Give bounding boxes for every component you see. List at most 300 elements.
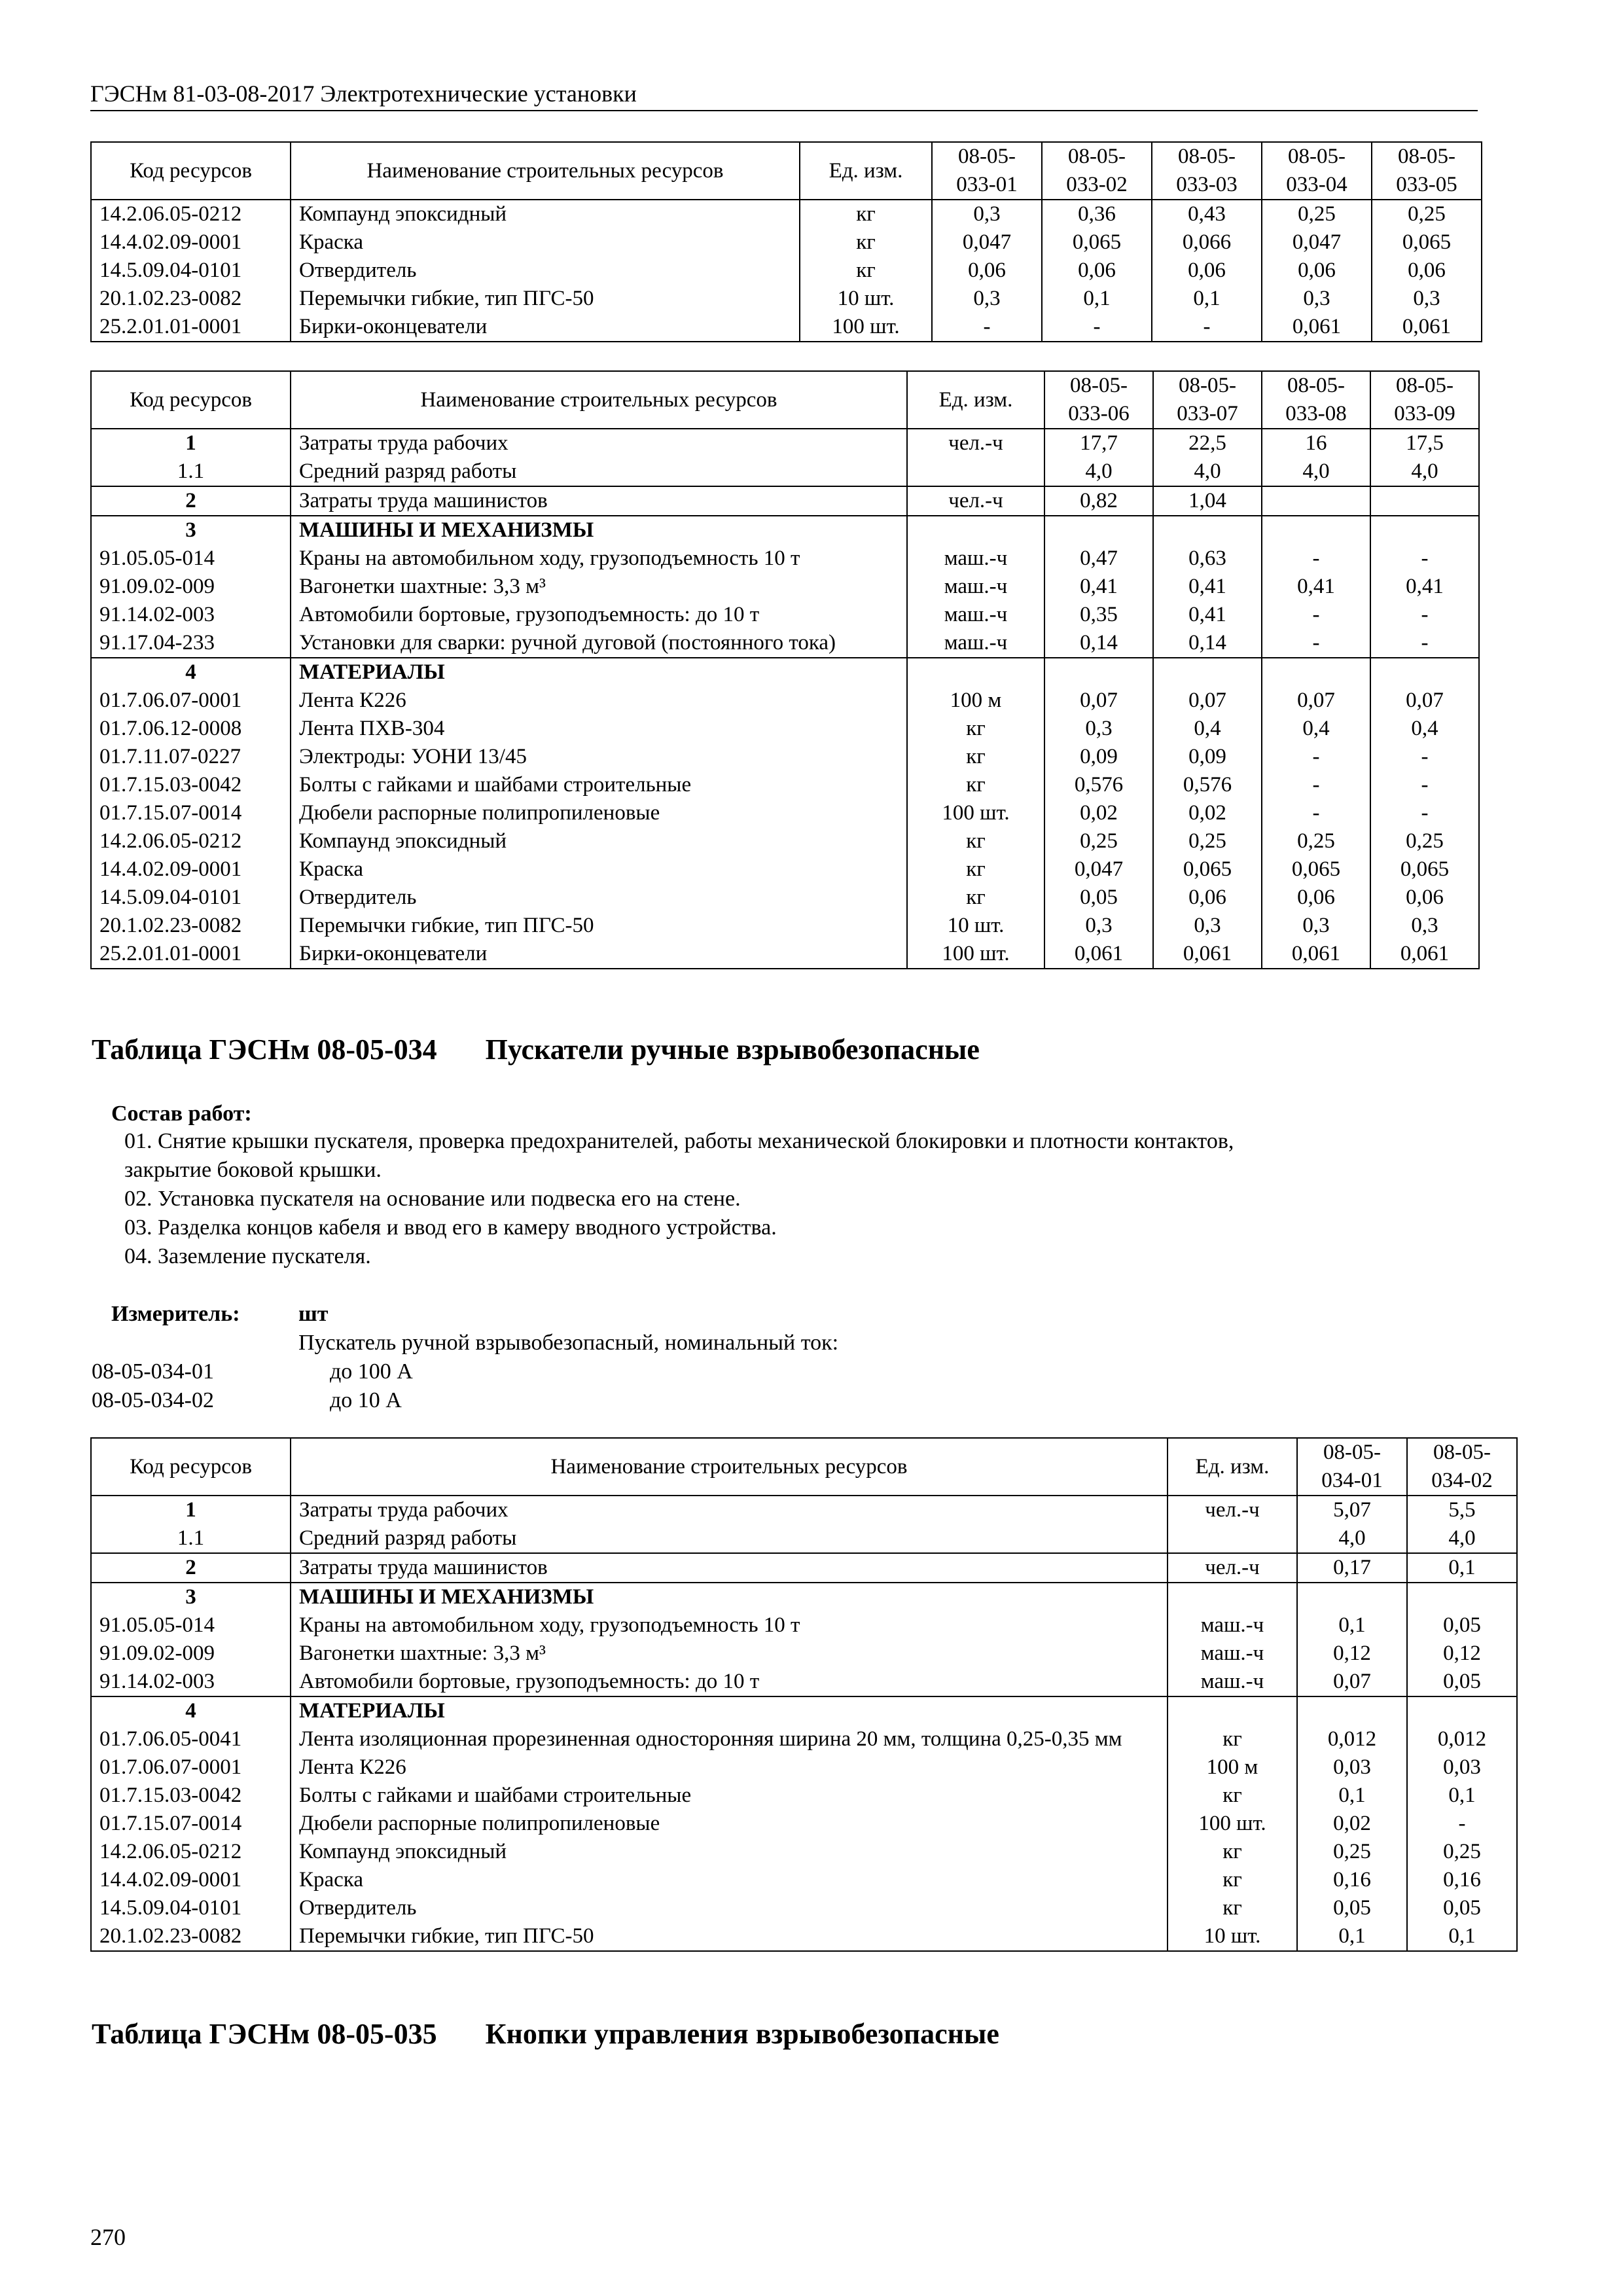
resource-name: Лента изоляционная прорезиненная односторонняя ширина 20 мм, толщина 0,25-0,35 мм bbox=[291, 1725, 1168, 1753]
resource-value: 0,06 bbox=[932, 257, 1042, 285]
table-row bbox=[91, 200, 1482, 228]
resource-value: 0,1 bbox=[1407, 1922, 1517, 1951]
resource-value: 0,4 bbox=[1370, 715, 1479, 743]
resource-name: Затраты труда машинистов bbox=[291, 486, 907, 516]
resource-code: 91.05.05-014 bbox=[91, 545, 291, 573]
resource-code: 01.7.15.07-0014 bbox=[91, 799, 291, 827]
header-unit: Ед. изм. bbox=[800, 142, 932, 200]
resource-value: 4,0 bbox=[1407, 1524, 1517, 1553]
resource-value: 0,12 bbox=[1407, 1640, 1517, 1668]
table-row bbox=[91, 285, 1482, 313]
header-norm-code-line: 08-05- bbox=[1398, 145, 1455, 168]
header-norm-code-line: 033-05 bbox=[1396, 173, 1457, 196]
resource-value: - bbox=[1370, 771, 1479, 799]
resource-code: 14.2.06.05-0212 bbox=[91, 827, 291, 855]
table-name: Пускатели ручные взрывобезопасные bbox=[485, 1033, 980, 1066]
header-norm-code-line: 033-04 bbox=[1286, 173, 1347, 196]
resource-name: МАТЕРИАЛЫ bbox=[291, 658, 907, 687]
resource-value: 0,05 bbox=[1297, 1894, 1407, 1922]
resource-unit: маш.-ч bbox=[907, 629, 1044, 658]
header-row bbox=[91, 142, 1482, 200]
resource-value: 0,06 bbox=[1372, 257, 1482, 285]
resource-unit: 100 шт. bbox=[907, 799, 1044, 827]
header-norm-code-line: 033-08 bbox=[1285, 402, 1347, 425]
meter-unit: шт bbox=[298, 1302, 329, 1326]
resource-name: Компаунд эпоксидный bbox=[291, 1838, 1168, 1866]
resource-value bbox=[1153, 658, 1262, 687]
table-row bbox=[91, 257, 1482, 285]
resource-value: 0,05 bbox=[1407, 1894, 1517, 1922]
table-title-035 bbox=[92, 2017, 999, 2051]
resource-unit: кг bbox=[1168, 1894, 1297, 1922]
resource-code: 14.5.09.04-0101 bbox=[91, 884, 291, 912]
resource-code: 01.7.15.03-0042 bbox=[91, 1782, 291, 1810]
page-number: 270 bbox=[90, 2224, 126, 2250]
resource-value: 0,061 bbox=[1153, 940, 1262, 969]
table-row bbox=[91, 1524, 1517, 1553]
resource-value: 0,047 bbox=[1262, 228, 1372, 257]
resource-value: 0,1 bbox=[1407, 1553, 1517, 1583]
header-name: Наименование строительных ресурсов bbox=[291, 142, 800, 200]
header-norm-code-line: 034-01 bbox=[1321, 1469, 1383, 1492]
work-item: 02. Установка пускателя на основание или подвеска его на стене. bbox=[124, 1187, 741, 1211]
resource-value bbox=[1297, 1583, 1407, 1611]
resource-value: 0,17 bbox=[1297, 1553, 1407, 1583]
resource-value: 0,09 bbox=[1153, 743, 1262, 771]
resource-value: 0,06 bbox=[1370, 884, 1479, 912]
resource-value: 0,02 bbox=[1297, 1810, 1407, 1838]
resource-value: 5,5 bbox=[1407, 1496, 1517, 1524]
resource-name: Краска bbox=[291, 228, 800, 257]
work-item: 01. Снятие крышки пускателя, проверка предохранителей, работы механической блокировки и плотности контактов, bbox=[124, 1129, 1234, 1153]
resource-value: 0,41 bbox=[1153, 601, 1262, 629]
resource-value: 0,065 bbox=[1262, 855, 1370, 884]
item-text: до 100 А bbox=[330, 1359, 413, 1384]
resource-code: 01.7.06.12-0008 bbox=[91, 715, 291, 743]
table-row bbox=[91, 457, 1479, 486]
header-norm-code-line: 033-03 bbox=[1176, 173, 1238, 196]
resource-value: - bbox=[1262, 799, 1370, 827]
header-norm-code bbox=[1153, 371, 1262, 429]
resource-unit: 100 м bbox=[907, 687, 1044, 715]
resource-value: 4,0 bbox=[1370, 457, 1479, 486]
resource-value: 1,04 bbox=[1153, 486, 1262, 516]
resource-value: 17,5 bbox=[1370, 429, 1479, 457]
resource-table-034 bbox=[90, 1437, 1518, 1952]
resource-value: 0,06 bbox=[1262, 884, 1370, 912]
table-row bbox=[91, 629, 1479, 658]
resource-value: 0,4 bbox=[1262, 715, 1370, 743]
resource-unit: чел.-ч bbox=[1168, 1496, 1297, 1524]
resource-code: 01.7.06.05-0041 bbox=[91, 1725, 291, 1753]
resource-value: 0,02 bbox=[1153, 799, 1262, 827]
resource-value: 0,03 bbox=[1407, 1753, 1517, 1782]
resource-table-033-06-09 bbox=[90, 370, 1480, 969]
resource-unit: кг bbox=[907, 827, 1044, 855]
resource-code: 01.7.15.03-0042 bbox=[91, 771, 291, 799]
item-text: до 10 А bbox=[330, 1388, 402, 1412]
header-norm-code-line: 08-05- bbox=[1179, 374, 1236, 397]
resource-unit: кг bbox=[907, 743, 1044, 771]
table-row bbox=[91, 1583, 1517, 1611]
resource-code: 25.2.01.01-0001 bbox=[91, 940, 291, 969]
resource-name: Средний разряд работы bbox=[291, 1524, 1168, 1553]
resource-value: - bbox=[1262, 771, 1370, 799]
table-number: Таблица ГЭСНм 08-05-035 bbox=[92, 2018, 437, 2050]
resource-code: 01.7.11.07-0227 bbox=[91, 743, 291, 771]
table-row bbox=[91, 715, 1479, 743]
header-norm-code-line: 08-05- bbox=[1070, 374, 1128, 397]
resource-name: Болты с гайками и шайбами строительные bbox=[291, 771, 907, 799]
table-row bbox=[91, 1725, 1517, 1753]
resource-value: 0,12 bbox=[1297, 1640, 1407, 1668]
works-label: Состав работ: bbox=[111, 1102, 252, 1126]
resource-unit: 100 м bbox=[1168, 1753, 1297, 1782]
resource-value bbox=[1370, 658, 1479, 687]
table-row bbox=[91, 771, 1479, 799]
resource-name: Отвердитель bbox=[291, 1894, 1168, 1922]
resource-value: - bbox=[1042, 313, 1152, 342]
resource-unit bbox=[1168, 1583, 1297, 1611]
resource-value: 0,03 bbox=[1297, 1753, 1407, 1782]
resource-value: 0,3 bbox=[1153, 912, 1262, 940]
resource-value: 0,065 bbox=[1372, 228, 1482, 257]
resource-value bbox=[1044, 658, 1153, 687]
resource-value: 0,14 bbox=[1044, 629, 1153, 658]
table-row bbox=[91, 658, 1479, 687]
table-name: Кнопки управления взрывобезопасные bbox=[485, 2018, 999, 2050]
header-unit: Ед. изм. bbox=[907, 371, 1044, 429]
resource-name: Перемычки гибкие, тип ПГС-50 bbox=[291, 285, 800, 313]
header-norm-code bbox=[1262, 142, 1372, 200]
running-header: ГЭСНм 81-03-08-2017 Электротехнические установки bbox=[90, 77, 1478, 111]
header-norm-code-line: 08-05- bbox=[1433, 1441, 1491, 1464]
resource-value: 0,576 bbox=[1044, 771, 1153, 799]
resource-value: 0,07 bbox=[1153, 687, 1262, 715]
header-norm-code-line: 08-05- bbox=[1323, 1441, 1381, 1464]
table-row bbox=[91, 1696, 1517, 1725]
resource-code: 1 bbox=[91, 429, 291, 457]
resource-value bbox=[1370, 516, 1479, 545]
table-row bbox=[91, 1922, 1517, 1951]
resource-code: 14.4.02.09-0001 bbox=[91, 855, 291, 884]
resource-value bbox=[1262, 658, 1370, 687]
resource-value: 0,41 bbox=[1044, 573, 1153, 601]
resource-name: Отвердитель bbox=[291, 257, 800, 285]
resource-value: 0,06 bbox=[1262, 257, 1372, 285]
resource-name: Затраты труда машинистов bbox=[291, 1553, 1168, 1583]
resource-name: Краска bbox=[291, 1866, 1168, 1894]
header-norm-code-line: 033-09 bbox=[1394, 402, 1455, 425]
table-row bbox=[91, 884, 1479, 912]
resource-code: 91.14.02-003 bbox=[91, 1668, 291, 1696]
resource-code: 2 bbox=[91, 486, 291, 516]
table-row bbox=[91, 429, 1479, 457]
resource-value: 0,63 bbox=[1153, 545, 1262, 573]
resource-value bbox=[1407, 1583, 1517, 1611]
resource-value: - bbox=[1262, 743, 1370, 771]
resource-code: 01.7.06.07-0001 bbox=[91, 687, 291, 715]
resource-value bbox=[1262, 516, 1370, 545]
resource-value: 0,3 bbox=[1370, 912, 1479, 940]
resource-name: МАШИНЫ И МЕХАНИЗМЫ bbox=[291, 1583, 1168, 1611]
resource-unit bbox=[907, 658, 1044, 687]
work-item: 04. Заземление пускателя. bbox=[124, 1244, 371, 1268]
table-row bbox=[91, 601, 1479, 629]
resource-value: 0,4 bbox=[1153, 715, 1262, 743]
resource-value: 0,05 bbox=[1407, 1668, 1517, 1696]
resource-value: - bbox=[1152, 313, 1262, 342]
resource-value: 0,065 bbox=[1153, 855, 1262, 884]
resource-unit: кг bbox=[1168, 1838, 1297, 1866]
resource-value: 0,012 bbox=[1407, 1725, 1517, 1753]
resource-unit bbox=[1168, 1696, 1297, 1725]
table-row bbox=[91, 855, 1479, 884]
resource-value: 0,05 bbox=[1407, 1611, 1517, 1640]
resource-value: 0,35 bbox=[1044, 601, 1153, 629]
resource-name: МАШИНЫ И МЕХАНИЗМЫ bbox=[291, 516, 907, 545]
resource-unit: кг bbox=[907, 715, 1044, 743]
resource-unit bbox=[907, 457, 1044, 486]
resource-name: Автомобили бортовые, грузоподъемность: до 10 т bbox=[291, 601, 907, 629]
header-norm-code-line: 034-02 bbox=[1431, 1469, 1493, 1492]
resource-code: 25.2.01.01-0001 bbox=[91, 313, 291, 342]
resource-unit: чел.-ч bbox=[1168, 1553, 1297, 1583]
resource-unit: 10 шт. bbox=[800, 285, 932, 313]
resource-value: 0,065 bbox=[1370, 855, 1479, 884]
resource-name: Бирки-оконцеватели bbox=[291, 940, 907, 969]
resource-name: Дюбели распорные полипропиленовые bbox=[291, 799, 907, 827]
resource-code: 14.2.06.05-0212 bbox=[91, 200, 291, 228]
header-code: Код ресурсов bbox=[91, 371, 291, 429]
resource-unit: чел.-ч bbox=[907, 429, 1044, 457]
resource-unit: чел.-ч bbox=[907, 486, 1044, 516]
resource-value: 0,1 bbox=[1042, 285, 1152, 313]
resource-value: 0,25 bbox=[1153, 827, 1262, 855]
resource-table-033-01-05 bbox=[90, 141, 1482, 342]
resource-value: - bbox=[1370, 629, 1479, 658]
resource-value: 0,1 bbox=[1297, 1782, 1407, 1810]
resource-value: 0,061 bbox=[1372, 313, 1482, 342]
resource-value: 0,41 bbox=[1262, 573, 1370, 601]
table-row bbox=[91, 1782, 1517, 1810]
table-row bbox=[91, 799, 1479, 827]
resource-value: 0,06 bbox=[1152, 257, 1262, 285]
resource-name: Перемычки гибкие, тип ПГС-50 bbox=[291, 912, 907, 940]
table-row bbox=[91, 1838, 1517, 1866]
resource-value: 0,07 bbox=[1044, 687, 1153, 715]
header-norm-code-line: 033-06 bbox=[1068, 402, 1130, 425]
resource-value: - bbox=[1262, 629, 1370, 658]
resource-code: 91.17.04-233 bbox=[91, 629, 291, 658]
resource-unit: кг bbox=[1168, 1866, 1297, 1894]
header-norm-code bbox=[932, 142, 1042, 200]
header-norm-code-line: 08-05- bbox=[1288, 145, 1346, 168]
table-title-034 bbox=[92, 1033, 980, 1066]
resource-value: 0,25 bbox=[1297, 1838, 1407, 1866]
resource-value bbox=[1297, 1696, 1407, 1725]
table-row bbox=[91, 573, 1479, 601]
resource-unit: 100 шт. bbox=[1168, 1810, 1297, 1838]
resource-value: 0,061 bbox=[1044, 940, 1153, 969]
resource-name: Лента К226 bbox=[291, 1753, 1168, 1782]
resource-name: Краны на автомобильном ходу, грузоподъемность 10 т bbox=[291, 1611, 1168, 1640]
table-row bbox=[91, 1894, 1517, 1922]
header-code: Код ресурсов bbox=[91, 142, 291, 200]
resource-unit: 100 шт. bbox=[800, 313, 932, 342]
resource-value bbox=[1044, 516, 1153, 545]
resource-value: 0,41 bbox=[1153, 573, 1262, 601]
resource-value: - bbox=[1370, 743, 1479, 771]
resource-value: 0,1 bbox=[1297, 1922, 1407, 1951]
resource-unit: кг bbox=[800, 228, 932, 257]
resource-value: - bbox=[1370, 601, 1479, 629]
resource-name: Затраты труда рабочих bbox=[291, 429, 907, 457]
resource-unit: 10 шт. bbox=[1168, 1922, 1297, 1951]
resource-value: 0,3 bbox=[1044, 715, 1153, 743]
resource-value: 0,25 bbox=[1262, 827, 1370, 855]
resource-code: 14.5.09.04-0101 bbox=[91, 257, 291, 285]
resource-unit: маш.-ч bbox=[1168, 1611, 1297, 1640]
resource-value: 0,82 bbox=[1044, 486, 1153, 516]
resource-value: 0,25 bbox=[1407, 1838, 1517, 1866]
resource-value: 0,3 bbox=[1372, 285, 1482, 313]
resource-unit: маш.-ч bbox=[1168, 1668, 1297, 1696]
resource-name: Перемычки гибкие, тип ПГС-50 bbox=[291, 1922, 1168, 1951]
item-code: 08-05-034-01 bbox=[92, 1359, 214, 1384]
header-norm-code-line: 033-01 bbox=[956, 173, 1018, 196]
resource-value bbox=[1370, 486, 1479, 516]
resource-value: 4,0 bbox=[1044, 457, 1153, 486]
resource-value: 0,43 bbox=[1152, 200, 1262, 228]
table-row bbox=[91, 1640, 1517, 1668]
resource-value: 0,3 bbox=[932, 200, 1042, 228]
header-name: Наименование строительных ресурсов bbox=[291, 371, 907, 429]
resource-value: 0,07 bbox=[1262, 687, 1370, 715]
resource-value: 0,09 bbox=[1044, 743, 1153, 771]
resource-value: 0,02 bbox=[1044, 799, 1153, 827]
resource-unit: кг bbox=[907, 884, 1044, 912]
resource-value: 4,0 bbox=[1262, 457, 1370, 486]
resource-value: 0,36 bbox=[1042, 200, 1152, 228]
resource-code: 3 bbox=[91, 1583, 291, 1611]
table-row bbox=[91, 940, 1479, 969]
resource-unit: кг bbox=[1168, 1725, 1297, 1753]
resource-unit: маш.-ч bbox=[907, 601, 1044, 629]
resource-value: 0,3 bbox=[932, 285, 1042, 313]
table-row bbox=[91, 228, 1482, 257]
resource-name: МАТЕРИАЛЫ bbox=[291, 1696, 1168, 1725]
resource-code: 91.14.02-003 bbox=[91, 601, 291, 629]
resource-name: Отвердитель bbox=[291, 884, 907, 912]
resource-unit bbox=[1168, 1524, 1297, 1553]
table-number: Таблица ГЭСНм 08-05-034 bbox=[92, 1033, 437, 1066]
resource-value: - bbox=[1407, 1810, 1517, 1838]
header-norm-code bbox=[1152, 142, 1262, 200]
resource-value: 0,047 bbox=[1044, 855, 1153, 884]
resource-name: Затраты труда рабочих bbox=[291, 1496, 1168, 1524]
resource-name: Вагонетки шахтные: 3,3 м³ bbox=[291, 1640, 1168, 1668]
table-row bbox=[91, 1668, 1517, 1696]
resource-code: 4 bbox=[91, 1696, 291, 1725]
header-norm-code-line: 08-05- bbox=[1287, 374, 1345, 397]
resource-code: 14.5.09.04-0101 bbox=[91, 1894, 291, 1922]
resource-unit: кг bbox=[800, 200, 932, 228]
resource-unit: кг bbox=[800, 257, 932, 285]
resource-code: 14.2.06.05-0212 bbox=[91, 1838, 291, 1866]
resource-name: Лента К226 bbox=[291, 687, 907, 715]
resource-value: 22,5 bbox=[1153, 429, 1262, 457]
resource-value: 0,012 bbox=[1297, 1725, 1407, 1753]
header-norm-code-line: 08-05- bbox=[1178, 145, 1236, 168]
table-row bbox=[91, 1553, 1517, 1583]
resource-name: Болты с гайками и шайбами строительные bbox=[291, 1782, 1168, 1810]
meter-label: Измеритель: bbox=[111, 1302, 240, 1326]
header-norm-code-line: 08-05- bbox=[1068, 145, 1126, 168]
resource-value: 0,576 bbox=[1153, 771, 1262, 799]
table-row bbox=[91, 1866, 1517, 1894]
resource-value: 0,05 bbox=[1044, 884, 1153, 912]
resource-value bbox=[1407, 1696, 1517, 1725]
resource-value bbox=[1262, 486, 1370, 516]
resource-name: Дюбели распорные полипропиленовые bbox=[291, 1810, 1168, 1838]
resource-name: Электроды: УОНИ 13/45 bbox=[291, 743, 907, 771]
resource-value: 0,3 bbox=[1262, 912, 1370, 940]
resource-code: 1.1 bbox=[91, 1524, 291, 1553]
resource-value: 0,1 bbox=[1152, 285, 1262, 313]
resource-code: 1.1 bbox=[91, 457, 291, 486]
header-row bbox=[91, 1438, 1517, 1496]
work-item: закрытие боковой крышки. bbox=[124, 1158, 382, 1182]
table-row bbox=[91, 516, 1479, 545]
resource-value: 0,25 bbox=[1262, 200, 1372, 228]
resource-value: 4,0 bbox=[1153, 457, 1262, 486]
resource-value: 0,25 bbox=[1372, 200, 1482, 228]
table-row bbox=[91, 743, 1479, 771]
resource-value: 0,061 bbox=[1370, 940, 1479, 969]
resource-code: 20.1.02.23-0082 bbox=[91, 1922, 291, 1951]
resource-value: 0,065 bbox=[1042, 228, 1152, 257]
resource-name: Автомобили бортовые, грузоподъемность: до 10 т bbox=[291, 1668, 1168, 1696]
header-norm-code-line: 033-07 bbox=[1177, 402, 1238, 425]
resource-unit: кг bbox=[1168, 1782, 1297, 1810]
resource-code: 1 bbox=[91, 1496, 291, 1524]
header-norm-code bbox=[1407, 1438, 1517, 1496]
table-row bbox=[91, 1753, 1517, 1782]
resource-value: 0,14 bbox=[1153, 629, 1262, 658]
resource-value: 0,061 bbox=[1262, 313, 1372, 342]
table-row bbox=[91, 486, 1479, 516]
resource-value: 0,06 bbox=[1153, 884, 1262, 912]
table-row bbox=[91, 1611, 1517, 1640]
resource-name: Компаунд эпоксидный bbox=[291, 200, 800, 228]
table-row bbox=[91, 912, 1479, 940]
resource-code: 01.7.15.07-0014 bbox=[91, 1810, 291, 1838]
header-norm-code bbox=[1372, 142, 1482, 200]
resource-unit: маш.-ч bbox=[907, 573, 1044, 601]
resource-code: 14.4.02.09-0001 bbox=[91, 1866, 291, 1894]
resource-value: 0,07 bbox=[1297, 1668, 1407, 1696]
resource-unit: маш.-ч bbox=[907, 545, 1044, 573]
header-norm-code bbox=[1042, 142, 1152, 200]
resource-value: 4,0 bbox=[1297, 1524, 1407, 1553]
work-item: 03. Разделка концов кабеля и ввод его в камеру вводного устройства. bbox=[124, 1215, 777, 1240]
resource-unit: кг bbox=[907, 855, 1044, 884]
resource-value: 0,41 bbox=[1370, 573, 1479, 601]
resource-name: Бирки-оконцеватели bbox=[291, 313, 800, 342]
resource-value: - bbox=[1370, 545, 1479, 573]
resource-name: Установки для сварки: ручной дуговой (постоянного тока) bbox=[291, 629, 907, 658]
